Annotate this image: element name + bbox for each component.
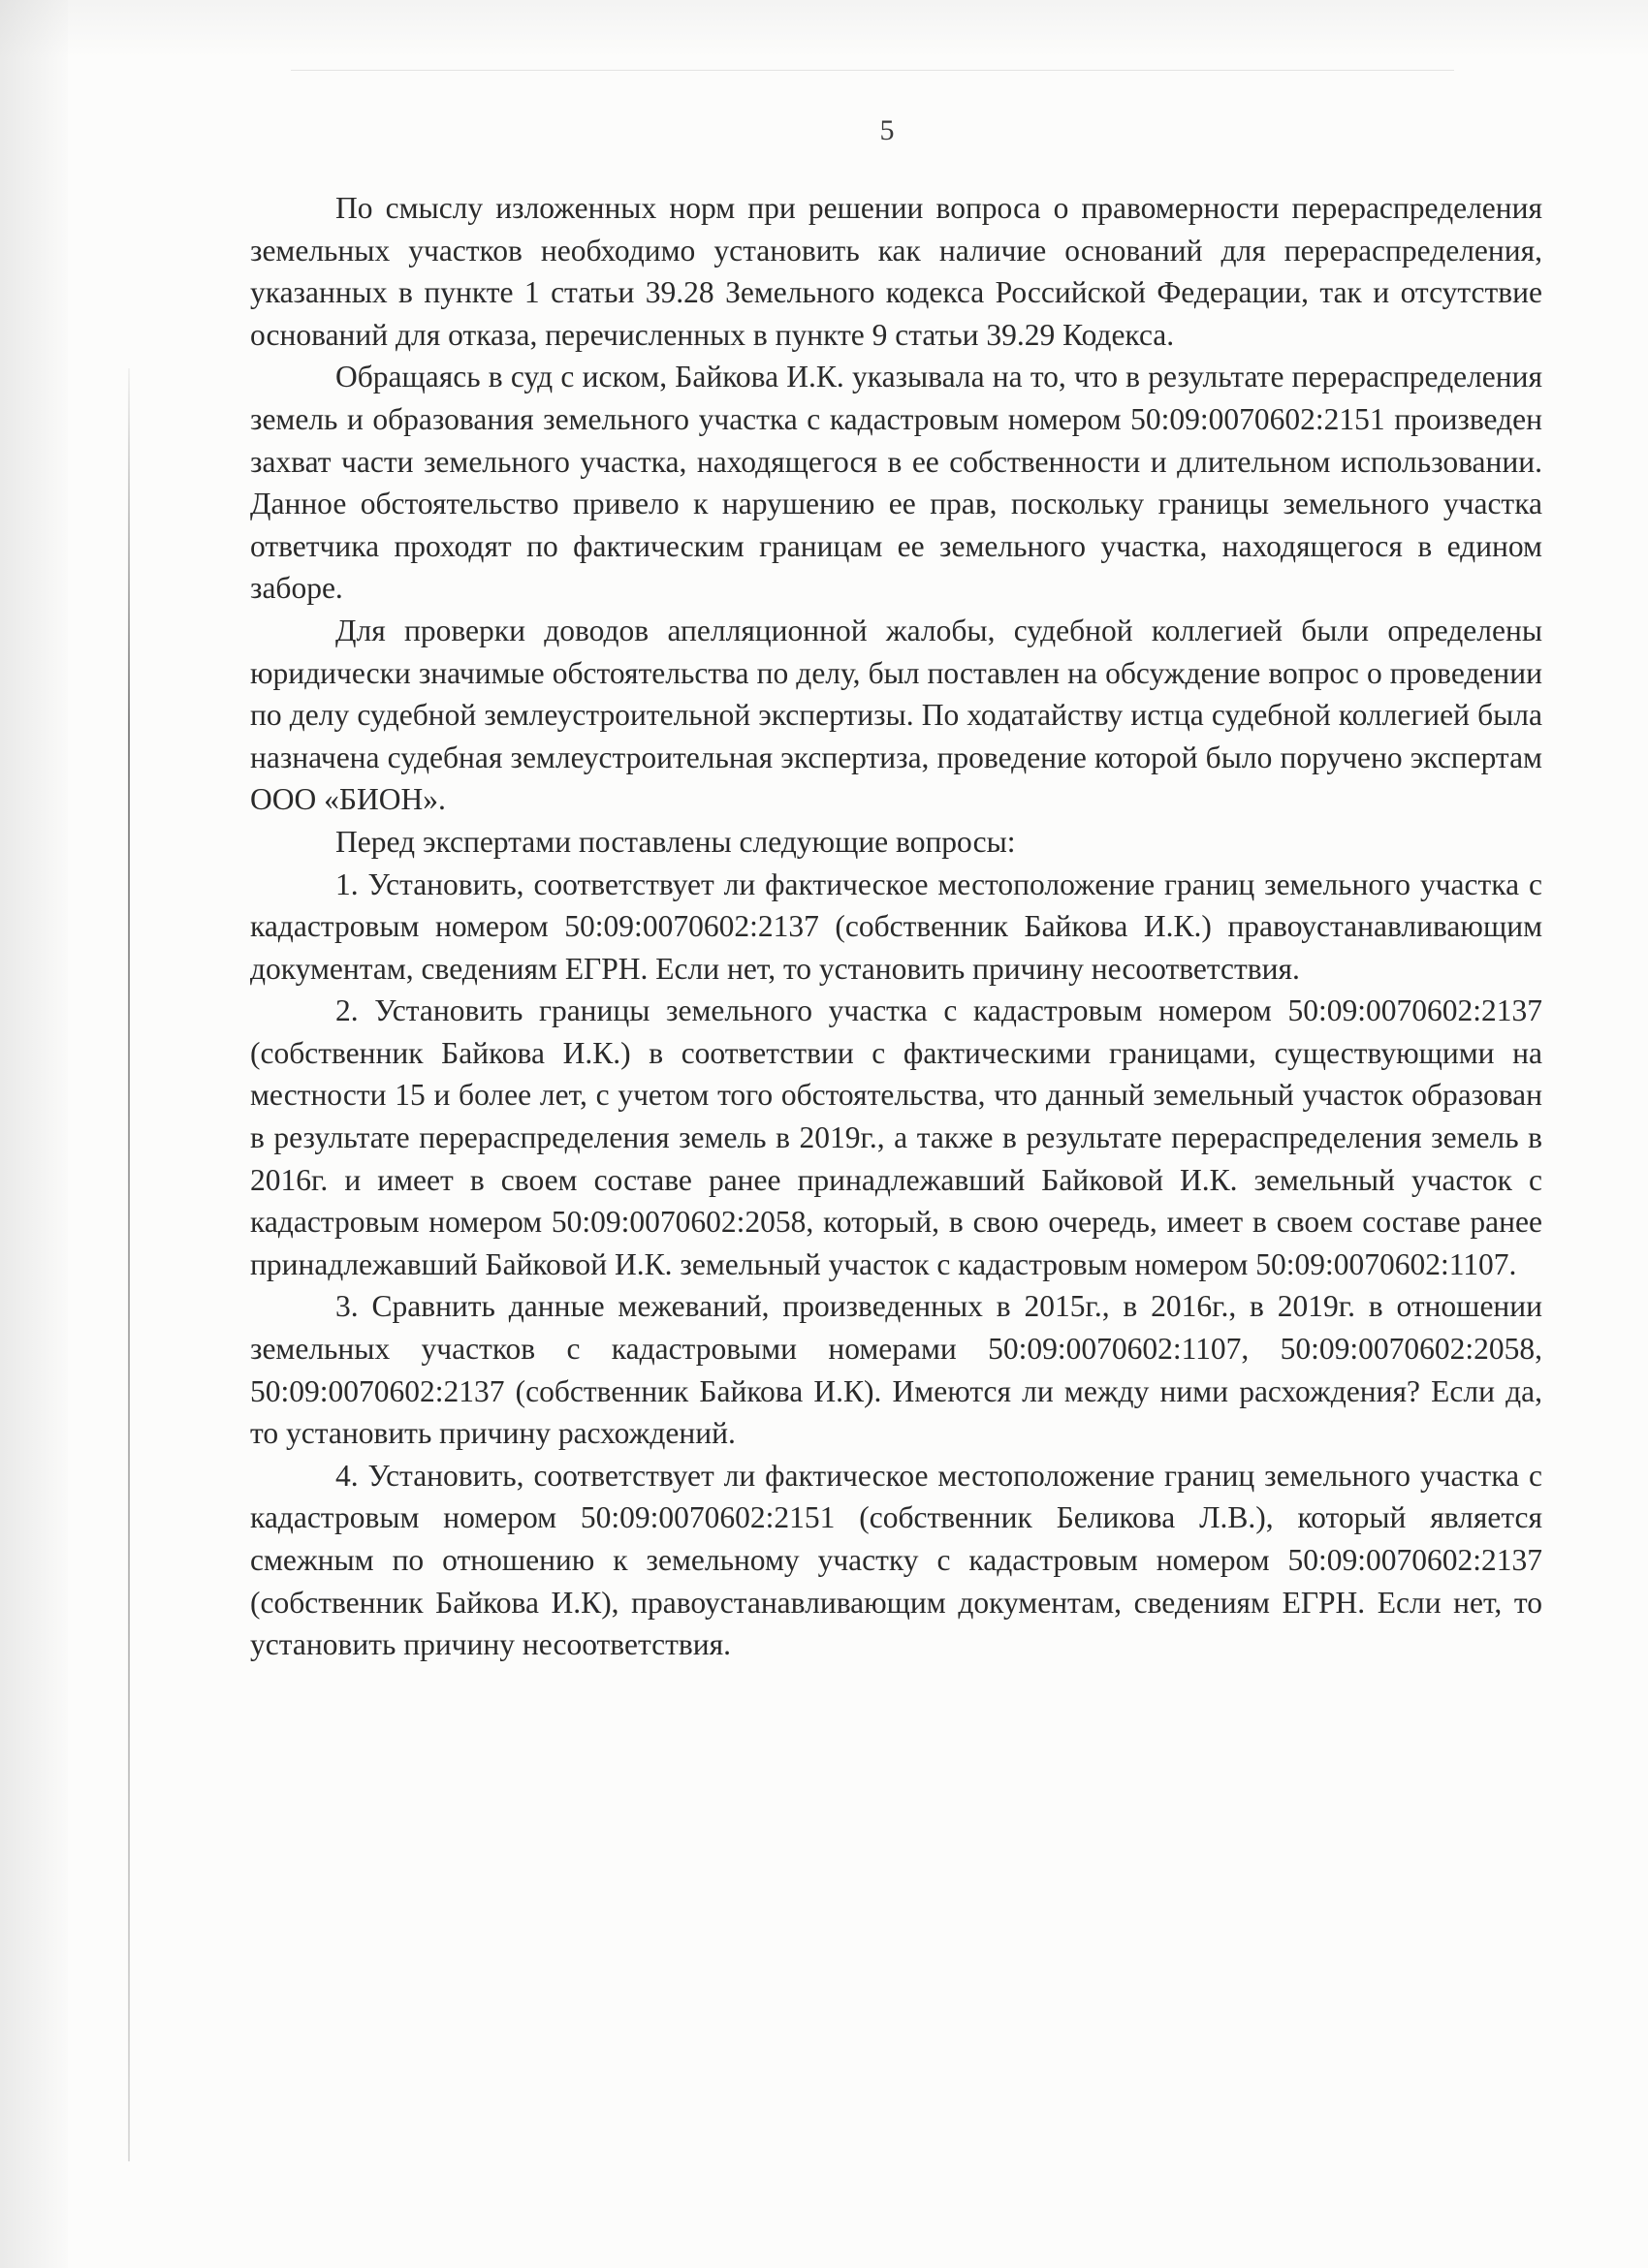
question-4: 4. Установить, соответствует ли фактическое местоположение границ земельного участка с кадастровым номером 50:09:0070602:2151 (собственник Беликова Л.В.), который является смежным по отношению к земельному участку с кадастровым номером 50:09:0070602:2137 (собственник Байкова И.К), правоустанавливающим документам, сведениям ЕГРН. Если нет, то установить причину несоответствия.	[250, 1458, 1542, 1662]
scan-shadow-left	[0, 0, 68, 2268]
page-number: 5	[879, 114, 895, 146]
question-2: 2. Установить границы земельного участка с кадастровым номером 50:09:0070602:2137 (собственник Байкова И.К.) в соответствии с фактическими границами, существующими на местности 15 и более лет, с учетом того обстоятельства, что данный земельный участок образован в результате перераспределения земель в 2019г., а также в результате перераспределения земель в 2016г. и имеет в своем составе ранее принадлежавший Байковой И.К. земельный участок с кадастровым номером 50:09:0070602:2058, который, в свою очередь, имеет в своем составе ранее принадлежавший Байковой И.К. земельный участок с кадастровым номером 50:09:0070602:1107.	[250, 993, 1542, 1281]
paragraph-expertise: Для проверки доводов апелляционной жалобы, судебной коллегией были определены юридически значимые обстоятельства по делу, был поставлен на обсуждение вопрос о проведении по делу судебной землеустроительной экспертизы. По ходатайству истца судебной коллегией была назначена судебная землеустроительная экспертиза, проведение которой было поручено экспертам ООО «БИОН».	[250, 613, 1542, 817]
scan-top-edge	[291, 70, 1454, 71]
document-body	[250, 187, 1542, 1666]
question-1: 1. Установить, соответствует ли фактическое местоположение границ земельного участка с кадастровым номером 50:09:0070602:2137 (собственник Байкова И.К.) правоустанавливающим документам, сведениям ЕГРН. Если нет, то установить причину несоответствия.	[250, 866, 1542, 986]
scan-binding-edge	[128, 368, 130, 2161]
question-3: 3. Сравнить данные межеваний, произведенных в 2015г., в 2016г., в 2019г. в отношении земельных участков с кадастровыми номерами 50:09:0070602:1107, 50:09:0070602:2058, 50:09:0070602:2137 (собственник Байкова И.К). Имеются ли между ними расхождения? Если да, то установить причину расхождений.	[250, 1289, 1542, 1451]
scan-shadow-top	[0, 0, 1648, 58]
paragraph-norms: По смыслу изложенных норм при решении вопроса о правомерности перераспределения земельных участков необходимо установить как наличие оснований для перераспределения, указанных в пункте 1 статьи 39.28 Земельного кодекса Российской Федерации, так и отсутствие оснований для отказа, перечисленных в пункте 9 статьи 39.29 Кодекса.	[250, 191, 1542, 352]
paragraph-questions-intro: Перед экспертами поставлены следующие вопросы:	[335, 824, 1016, 859]
paragraph-claim: Обращаясь в суд с иском, Байкова И.К. указывала на то, что в результате перераспределения земель и образования земельного участка с кадастровым номером 50:09:0070602:2151 произведен захват части земельного участка, находящегося в ее собственности и длительном использовании. Данное обстоятельство привело к нарушению ее прав, поскольку границы земельного участка ответчика проходят по фактическим границам ее земельного участка, находящегося в едином заборе.	[250, 360, 1542, 606]
